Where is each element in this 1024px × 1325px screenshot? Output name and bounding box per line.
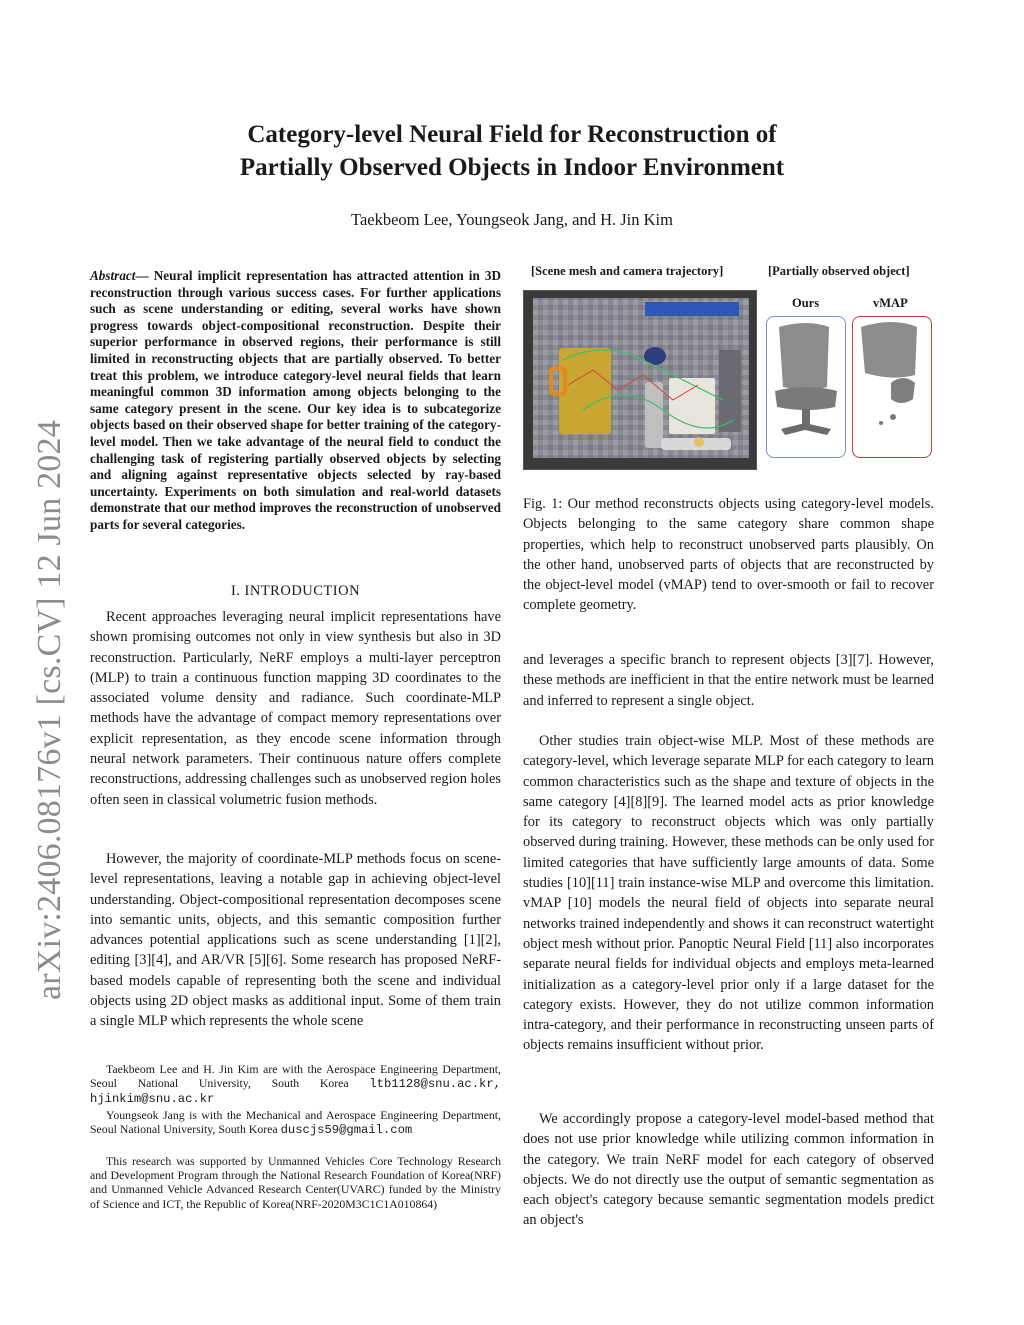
footnote-1-email: ltb1128@snu.ac.kr, hjinkim@snu.ac.kr <box>90 1077 501 1107</box>
right-paragraph-2: Other studies train object-wise MLP. Most of these methods are category-level, which leverage separate MLP for each category to learn common characteristics such as the shape and texture of objects in the same category [4][8][9]. The learned model acts as prior knowledge for its category to reconstruct objects which was only partially observed during training. However, these methods can be only used for limited categories that have sufficiently large amounts of data. Some studies [10][11] train instance-wise MLP and overcome this limitation. vMAP [10] models the neural field of objects into separate neural networks trained independently and shows it can reconstruct watertight object mesh without prior. Panoptic Neural Field [11] also incorporates separate neural fields for individual objects and employs meta-learned initialization as a category-level prior only if a large dataset for the category exists. However, they do not utilize common information intra-category, and their performance in reconstructing unseen parts of objects remains insufficient without prior. <box>523 733 934 1054</box>
abstract-label: Abstract <box>90 268 136 283</box>
author-list: Taekbeom Lee, Youngseok Jang, and H. Jin Kim <box>351 210 673 229</box>
footnote-1-text: Taekbeom Lee and H. Jin Kim are with the Aerospace Engineering Department, Seoul National University, South Korea <box>90 1062 501 1091</box>
right-paragraph-1: and leverages a specific branch to represent objects [3][7]. However, these methods are inefficient in that the entire network must be learned and inferred to represent a single object. <box>523 652 934 709</box>
footnote-funding: This research was supported by Unmanned Vehicles Core Technology Research and Development Program through the National Research Foundation of Korea(NRF) and Unmanned Vehicle Advanced Research Center(UVARC) funded by the Ministry of Science and ICT, the Republic of Korea(NRF-2020M3C1C1A010864) <box>90 1154 501 1211</box>
ours-chair-reconstruction <box>767 317 845 457</box>
figure-label-object: [Partially observed object] <box>768 264 910 278</box>
figure-label-scene: [Scene mesh and camera trajectory] <box>531 264 724 278</box>
paper-title-line1: Category-level Neural Field for Reconstruction of <box>247 121 777 148</box>
right-paragraph-3: We accordingly propose a category-level model-based method that does not use prior knowledge while utilizing common information in the category. We train NeRF model for each category of observed objects. We do not directly use the output of semantic segmentation as each object's category because semantic segmentation models predict an object's <box>523 1111 934 1229</box>
intro-paragraph-1: Recent approaches leveraging neural implicit representations have shown promising outcomes not only in view synthesis but also in 3D reconstruction. Particularly, NeRF employs a multi-layer perceptron (MLP) to train a continuous function mapping 3D coordinates to the associated volume density and radiance. Such coordinate-MLP methods have the advantage of compact memory representations over explicit representation, as they encode scene information through neural network parameters. Their continuous nature offers complete reconstructions, addressing challenges such as unobserved region holes often seen in classical volumetric fusion methods. <box>90 609 501 808</box>
figure-sublabel-vmap: vMAP <box>873 296 908 310</box>
paper-title-line2: Partially Observed Objects in Indoor Environment <box>239 154 785 181</box>
section-heading-introduction: I. INTRODUCTION <box>230 583 361 599</box>
intro-paragraph-2: However, the majority of coordinate-MLP methods focus on scene-level representations, leaving a notable gap in achieving object-level understanding. Object-compositional representation decomposes scene into semantic units, objects, and this semantic composition further advances potential applications such as scene understanding [1][2], editing [3][4], and AR/VR [5][6]. Some research has proposed NeRF-based models capable of representing both the scene and individual objects using 2D object masks as additional input. Some of them train a single MLP which represents the whole scene <box>90 851 501 1030</box>
footnote-2-email: duscjs59@gmail.com <box>280 1123 413 1138</box>
vmap-reconstruction-panel <box>852 316 932 458</box>
scene-mesh-image <box>523 290 757 470</box>
footnote-affiliation-2 <box>90 1108 501 1137</box>
vmap-chair-reconstruction <box>853 317 931 457</box>
figure-sublabel-ours: Ours <box>792 296 820 310</box>
footnote-affiliation-1 <box>90 1062 501 1107</box>
figure-caption: Fig. 1: Our method reconstructs objects using category-level models. Objects belonging to the same category share common shape properties, which help to reconstruct unobserved parts plausibly. On the other hand, unobserved parts of objects that are reconstructed by the object-level model (vMAP) tend to over-smooth or fail to recover complete geometry. <box>523 496 934 614</box>
abstract <box>90 268 501 534</box>
arxiv-identifier: arXiv:2406.08176v1 [cs.CV] 12 Jun 2024 <box>31 420 68 1000</box>
abstract-dash: — <box>135 268 154 283</box>
abstract-text: Neural implicit representation has attracted attention in 3D reconstruction through various success cases. For further applications such as scene understanding or editing, several works have shown progress towards object-compositional reconstruction. Despite their superior performance in observed regions, their performance is still limited in reconstructing objects that are partially observed. To better treat this problem, we introduce category-level neural fields that learn meaningful common 3D information among objects belonging to the same category present in the scene. Our key idea is to subcategorize objects based on their observed shape for better training of the category-level model. Then we take advantage of the neural field to conduct the challenging task of registering partially observed objects by selecting and aligning against representative objects selected by ray-based uncertainty. Experiments on both simulation and real-world datasets demonstrate that our method improves the reconstruction of unobserved parts for several categories. <box>90 268 501 532</box>
footnote-2-text: Youngseok Jang is with the Mechanical and Aerospace Engineering Department, Seoul National University, South Korea <box>90 1108 501 1137</box>
ours-reconstruction-panel <box>766 316 846 458</box>
